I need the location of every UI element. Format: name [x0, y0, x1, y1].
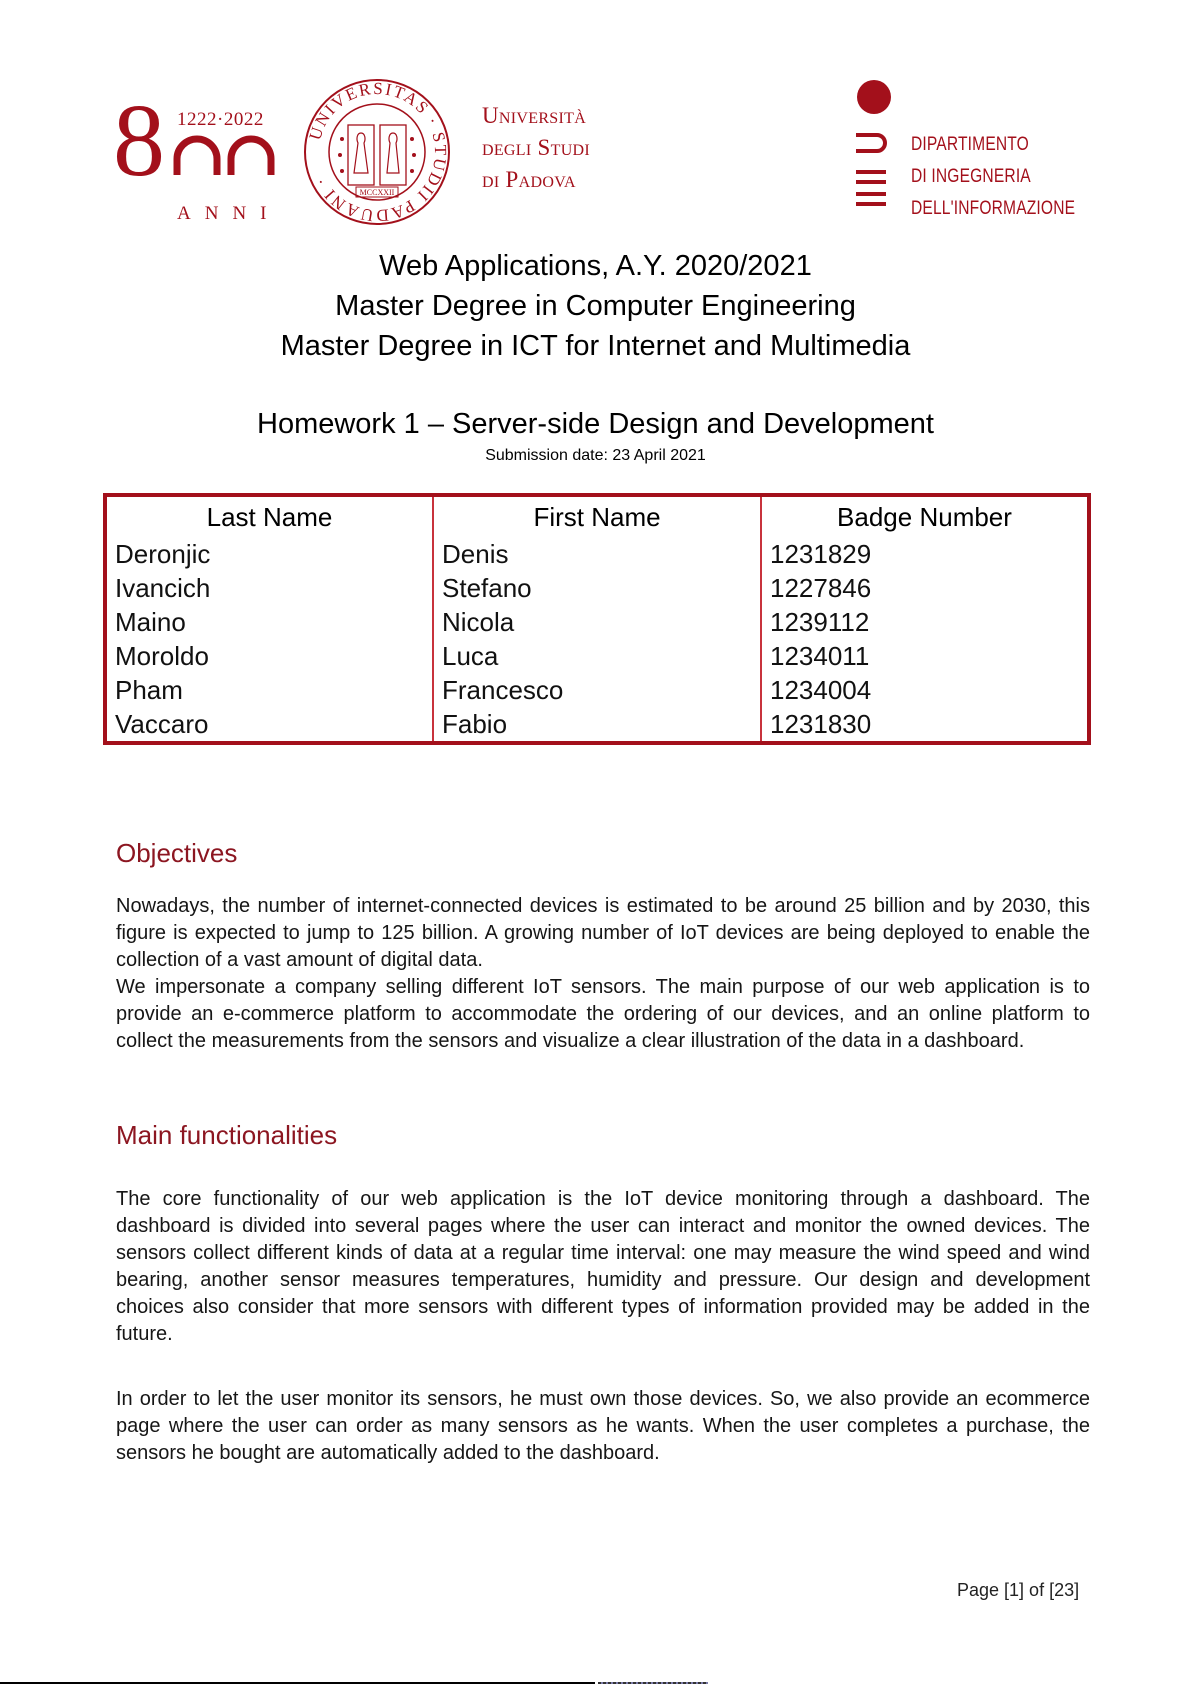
team-members-table	[103, 493, 1091, 745]
department-name-line: DI INGEGNERIA	[911, 166, 1031, 187]
table-row	[105, 537, 1089, 571]
table-row	[105, 707, 1089, 743]
objectives-paragraph: Nowadays, the number of internet-connected devices is estimated to be around 25 billion and by 2030, this figure is expected to jump to 125 billion. A growing number of IoT devices are being deployed to enable the collection of a vast amount of digital data.	[116, 895, 1090, 971]
anniversary-logo	[113, 83, 281, 224]
anniversary-logo-zeros	[173, 135, 277, 175]
column-header-first-name: First Name	[433, 495, 761, 537]
main-functionalities-paragraph: In order to let the user monitor its sensors, he must own those devices. So, we also provide an ecommerce page where the user can order as many sensors as he wants. When the user completes a purchase, the sensors he bought are automatically added to the dashboard.	[116, 1388, 1090, 1464]
table-header-row	[105, 495, 1089, 537]
university-name-line: degli Studi	[482, 135, 591, 160]
cell-last-name: Moroldo	[115, 641, 209, 671]
anniversary-logo-label: ANNI	[177, 203, 281, 224]
objectives-paragraph: We impersonate a company selling different IoT sensors. The main purpose of our web application is to provide an e-commerce platform to accommodate the ordering of our devices, and an online platform to collect the measurements from the sensors and visualize a clear illustration of the data in a dashboard.	[116, 976, 1090, 1052]
homework-title: Homework 1 – Server-side Design and Development	[257, 408, 934, 440]
page-number: Page [1] of [23]	[957, 1580, 1080, 1600]
university-seal-icon	[302, 77, 452, 227]
cell-first-name: Francesco	[433, 673, 761, 707]
cell-badge-number: 1231829	[761, 537, 1089, 571]
column-header-last-name: Last Name	[206, 502, 333, 532]
cell-first-name: Luca	[433, 639, 761, 673]
submission-date: Submission date: 23 April 2021	[485, 447, 706, 464]
cell-last-name: Maino	[115, 607, 186, 637]
cell-badge-number: 1239112	[761, 605, 1089, 639]
cell-last-name: Vaccaro	[115, 709, 209, 739]
cell-badge-number: 1234004	[761, 673, 1089, 707]
svg-text:MCCXXII: MCCXXII	[359, 188, 395, 197]
cell-first-name: Stefano	[433, 571, 761, 605]
cell-last-name: Pham	[115, 675, 183, 705]
course-title-line: Web Applications, A.Y. 2020/2021	[379, 250, 812, 282]
anniversary-logo-eight: 8	[113, 83, 165, 198]
university-name-line: Università	[482, 103, 587, 128]
table-row	[105, 605, 1089, 639]
department-logo-icon	[853, 80, 895, 220]
course-title-line: Master Degree in Computer Engineering	[335, 290, 856, 322]
cell-first-name: Denis	[433, 537, 761, 571]
department-name-logo	[911, 129, 1075, 225]
svg-text:UNIVERSITAS · STUDII PADUANI ·: UNIVERSITAS · STUDII PADUANI ·	[305, 78, 451, 226]
column-header-badge-number: Badge Number	[761, 495, 1089, 537]
anniversary-logo-years: 1222·2022	[177, 109, 264, 130]
department-name-line: DIPARTIMENTO	[911, 134, 1029, 155]
course-title-line: Master Degree in ICT for Internet and Multimedia	[280, 330, 911, 362]
cell-last-name: Deronjic	[115, 539, 211, 569]
section-heading-main-functionalities: Main functionalities	[116, 1120, 338, 1150]
cell-badge-number: 1227846	[761, 571, 1089, 605]
department-name-line: DELL'INFORMAZIONE	[911, 198, 1076, 219]
university-name-logo	[482, 100, 590, 196]
main-functionalities-paragraph: The core functionality of our web application is the IoT device monitoring through a dashboard. The dashboard is divided into several pages where the user can interact and monitor the owned devices. The sensors collect different kinds of data at a regular time interval: one may measure the wind speed and wind bearing, another sensor measures temperatures, humidity and pressure. Our design and development choices also consider that more sensors with different types of information provided may be added in the future.	[116, 1188, 1090, 1345]
table-row	[105, 673, 1089, 707]
footer-divider-dashed	[598, 1682, 708, 1684]
section-heading-objectives: Objectives	[116, 838, 238, 868]
table-row	[105, 571, 1089, 605]
cell-badge-number: 1231830	[761, 707, 1089, 743]
cell-first-name: Fabio	[433, 707, 761, 743]
footer-divider	[0, 1682, 595, 1684]
cell-badge-number: 1234011	[761, 639, 1089, 673]
university-name-line: di Padova	[482, 167, 576, 192]
cell-first-name: Nicola	[433, 605, 761, 639]
course-title-block	[0, 246, 1191, 366]
cell-last-name: Ivancich	[115, 573, 211, 603]
table-row	[105, 639, 1089, 673]
